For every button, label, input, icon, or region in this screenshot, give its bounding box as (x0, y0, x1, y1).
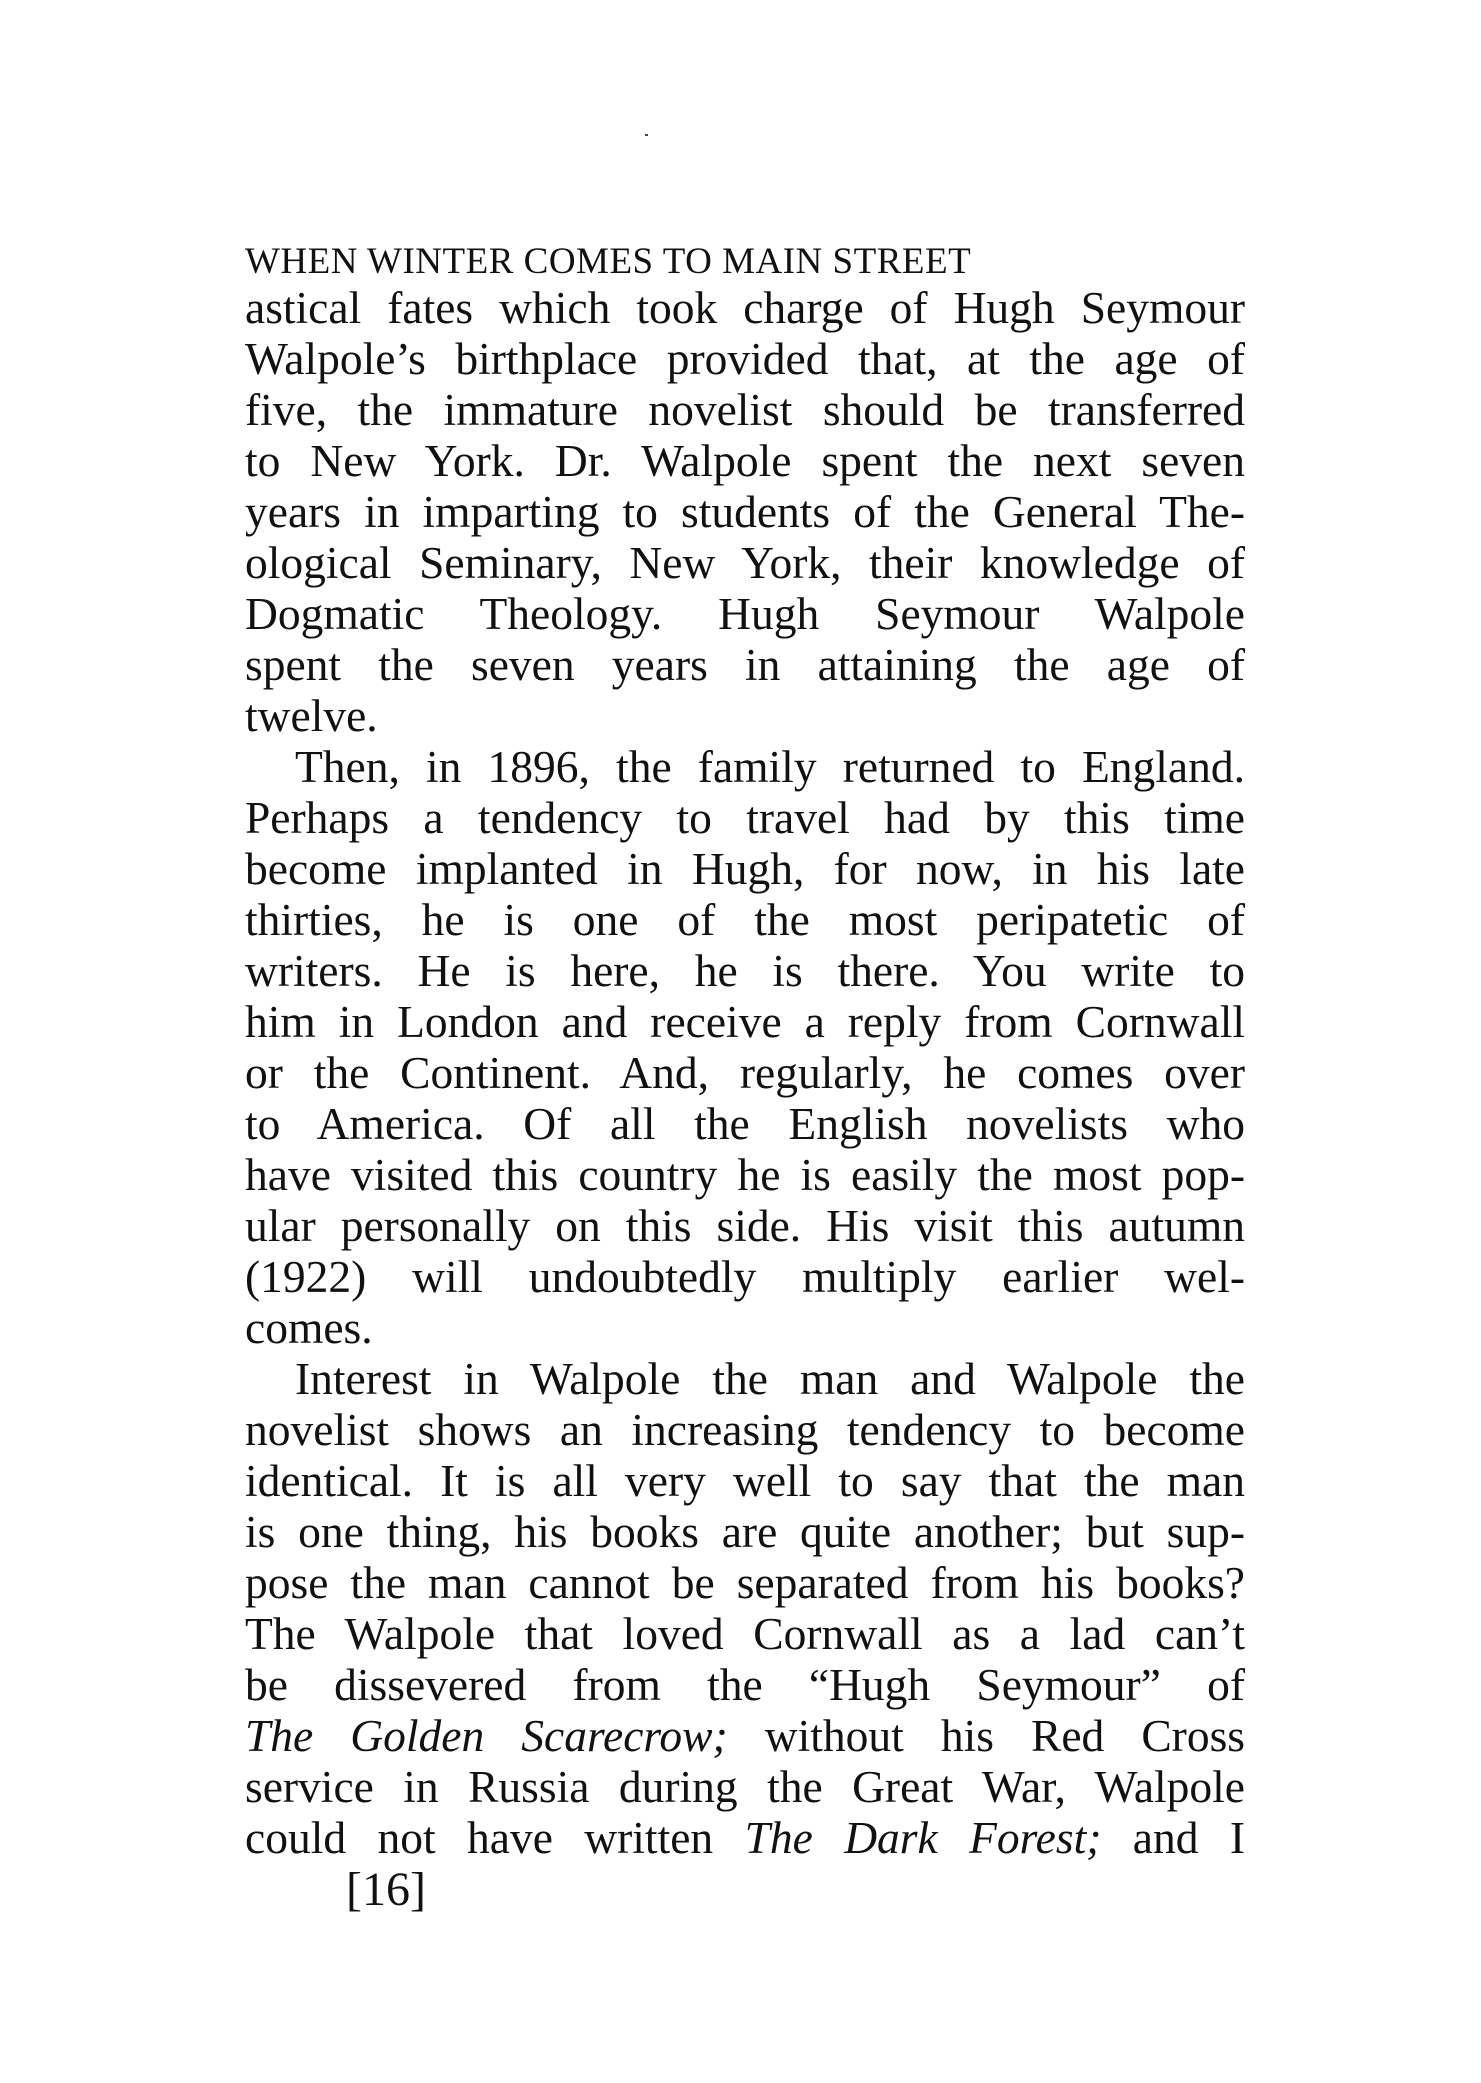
body-line-30 (245, 1812, 1245, 1863)
body-line-16: or the Continent. And, regularly, he comes over (245, 1047, 1245, 1098)
body-line-21: comes. (245, 1302, 373, 1353)
body-line-8: spent the seven years in attaining the age of (245, 639, 1245, 690)
running-head: WHEN WINTER COMES TO MAIN STREET (245, 241, 972, 282)
body-line-29: service in Russia during the Great War, Walpole (245, 1761, 1245, 1812)
body-line-20: (1922) will undoubtedly multiply earlier wel- (245, 1251, 1245, 1302)
body-line-28-rest: without his Red Cross (727, 1710, 1245, 1761)
body-line-22: Interest in Walpole the man and Walpole the (295, 1353, 1245, 1404)
page-number: [16] (346, 1863, 426, 1916)
body-line-25: is one thing, his books are quite another; but sup- (245, 1506, 1245, 1557)
body-line-28: be dissevered from the “Hugh Seymour” of (245, 1659, 1245, 1710)
body-line-5: years in imparting to students of the General The- (245, 486, 1245, 537)
body-line-2: Walpole’s birthplace provided that, at the age of (245, 333, 1245, 384)
body-line-30-before: could not have written (245, 1812, 745, 1863)
print-speck (645, 134, 648, 136)
body-text (245, 282, 1245, 1863)
body-line-14: writers. He is here, he is there. You write to (245, 945, 1245, 996)
body-line-18: have visited this country he is easily the most pop- (245, 1149, 1245, 1200)
book-title-golden-scarecrow: The Golden Scarecrow; (245, 1710, 728, 1761)
body-line-17: to America. Of all the English novelists who (245, 1098, 1245, 1149)
body-line-12: become implanted in Hugh, for now, in his late (245, 843, 1245, 894)
body-line-10: Then, in 1896, the family returned to England. (295, 741, 1245, 792)
body-line-28 (245, 1710, 1245, 1761)
body-line-19: ular personally on this side. His visit this autumn (245, 1200, 1245, 1251)
body-line-30-after: and I (1101, 1812, 1245, 1863)
body-line-27: The Walpole that loved Cornwall as a lad can’t (245, 1608, 1245, 1659)
body-line-11: Perhaps a tendency to travel had by this time (245, 792, 1245, 843)
body-line-9: twelve. (245, 690, 378, 741)
body-line-13: thirties, he is one of the most peripatetic of (245, 894, 1245, 945)
body-line-15: him in London and receive a reply from Cornwall (245, 996, 1245, 1047)
body-line-1: astical fates which took charge of Hugh Seymour (245, 282, 1245, 333)
book-title-dark-forest: The Dark Forest; (744, 1812, 1102, 1863)
body-line-6: ological Seminary, New York, their knowledge of (245, 537, 1245, 588)
body-lines (245, 282, 1245, 1710)
body-line-3: five, the immature novelist should be transferred (245, 384, 1245, 435)
body-line-4: to New York. Dr. Walpole spent the next seven (245, 435, 1245, 486)
body-line-7: Dogmatic Theology. Hugh Seymour Walpole (245, 588, 1245, 639)
body-line-24: identical. It is all very well to say that the man (245, 1455, 1245, 1506)
body-line-26: pose the man cannot be separated from his books? (245, 1557, 1245, 1608)
body-line-23: novelist shows an increasing tendency to become (245, 1404, 1245, 1455)
